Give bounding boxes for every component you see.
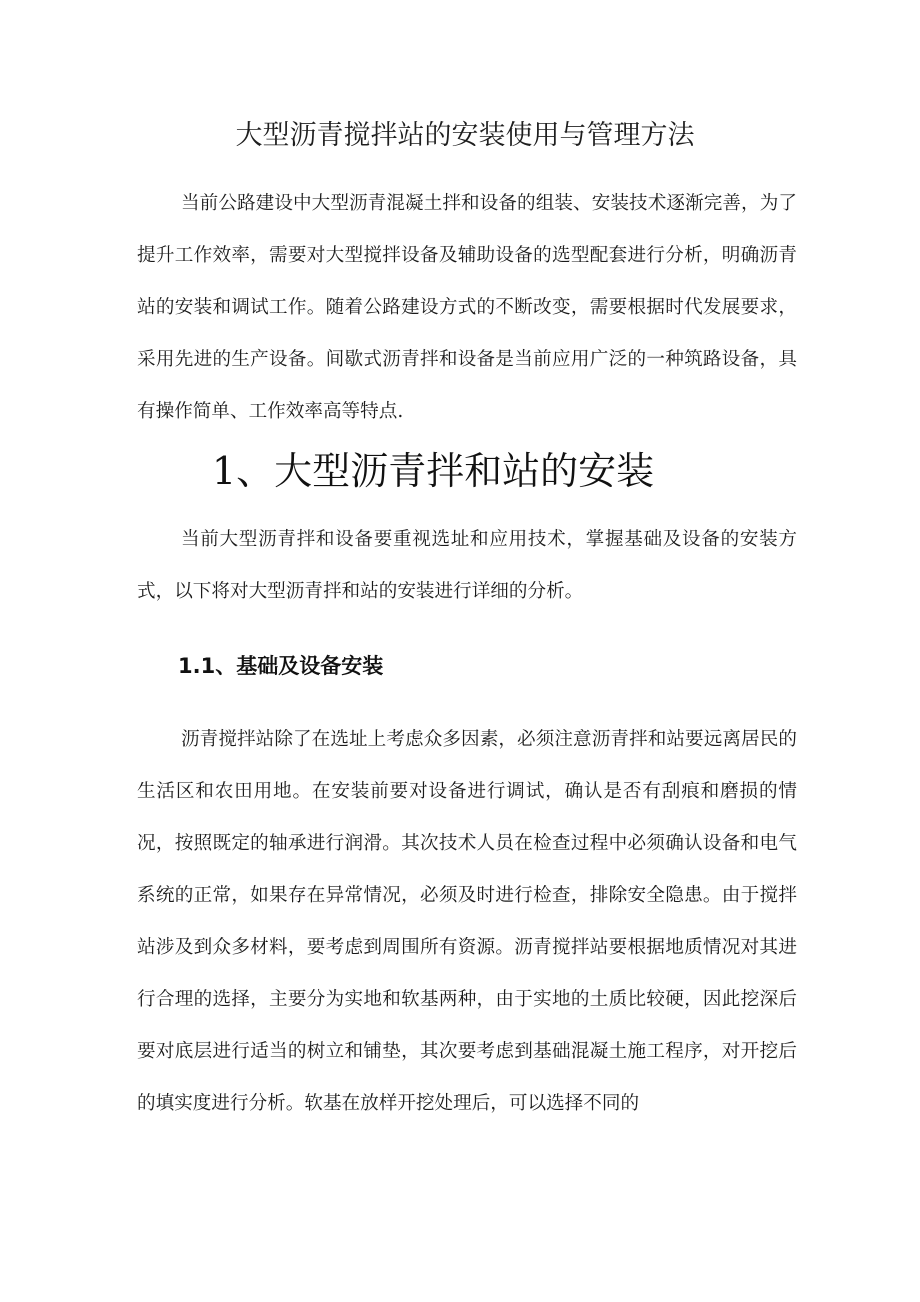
document-title: 大型沥青搅拌站的安装使用与管理方法 <box>235 120 695 151</box>
section-1-paragraph: 当前大型沥青拌和设备要重视选址和应用技术，掌握基础及设备的安装方式，以下将对大型沥青拌和站的安装进行详细的分析。 <box>137 529 797 602</box>
section-1-1-paragraph: 沥青搅拌站除了在选址上考虑众多因素，必须注意沥青拌和站要远离居民的生活区和农田用地。在安装前要对设备进行调试，确认是否有刮痕和磨损的情况，按照既定的轴承进行润滑。其次技术人员在检查过程中必须确认设备和电气系统的正常，如果存在异常情况，必须及时进行检查，排除安全隐患。由于搅拌站涉及到众多材料，要考虑到周围所有资源。沥青搅拌站要根据地质情况对其进行合理的选择，主要分为实地和软基两种，由于实地的土质比较硬，因此挖深后要对底层进行适当的树立和铺垫，其次要考虑到基础混凝土施工程序，对开挖后的填实度进行分析。软基在放样开挖处理后，可以选择不同的 <box>137 729 797 1114</box>
section-1-1-heading: 1.1、基础及设备安装 <box>178 654 384 678</box>
section-1-heading: 1、大型沥青拌和站的安装 <box>212 449 655 493</box>
intro-paragraph: 当前公路建设中大型沥青混凝土拌和设备的组装、安装技术逐渐完善，为了提升工作效率，需要对大型搅拌设备及辅助设备的选型配套进行分析，明确沥青站的安装和调试工作。随着公路建设方式的不断改变，需要根据时代发展要求，采用先进的生产设备。间歇式沥青拌和设备是当前应用广泛的一种筑路设备，具有操作简单、工作效率高等特点. <box>137 193 797 422</box>
